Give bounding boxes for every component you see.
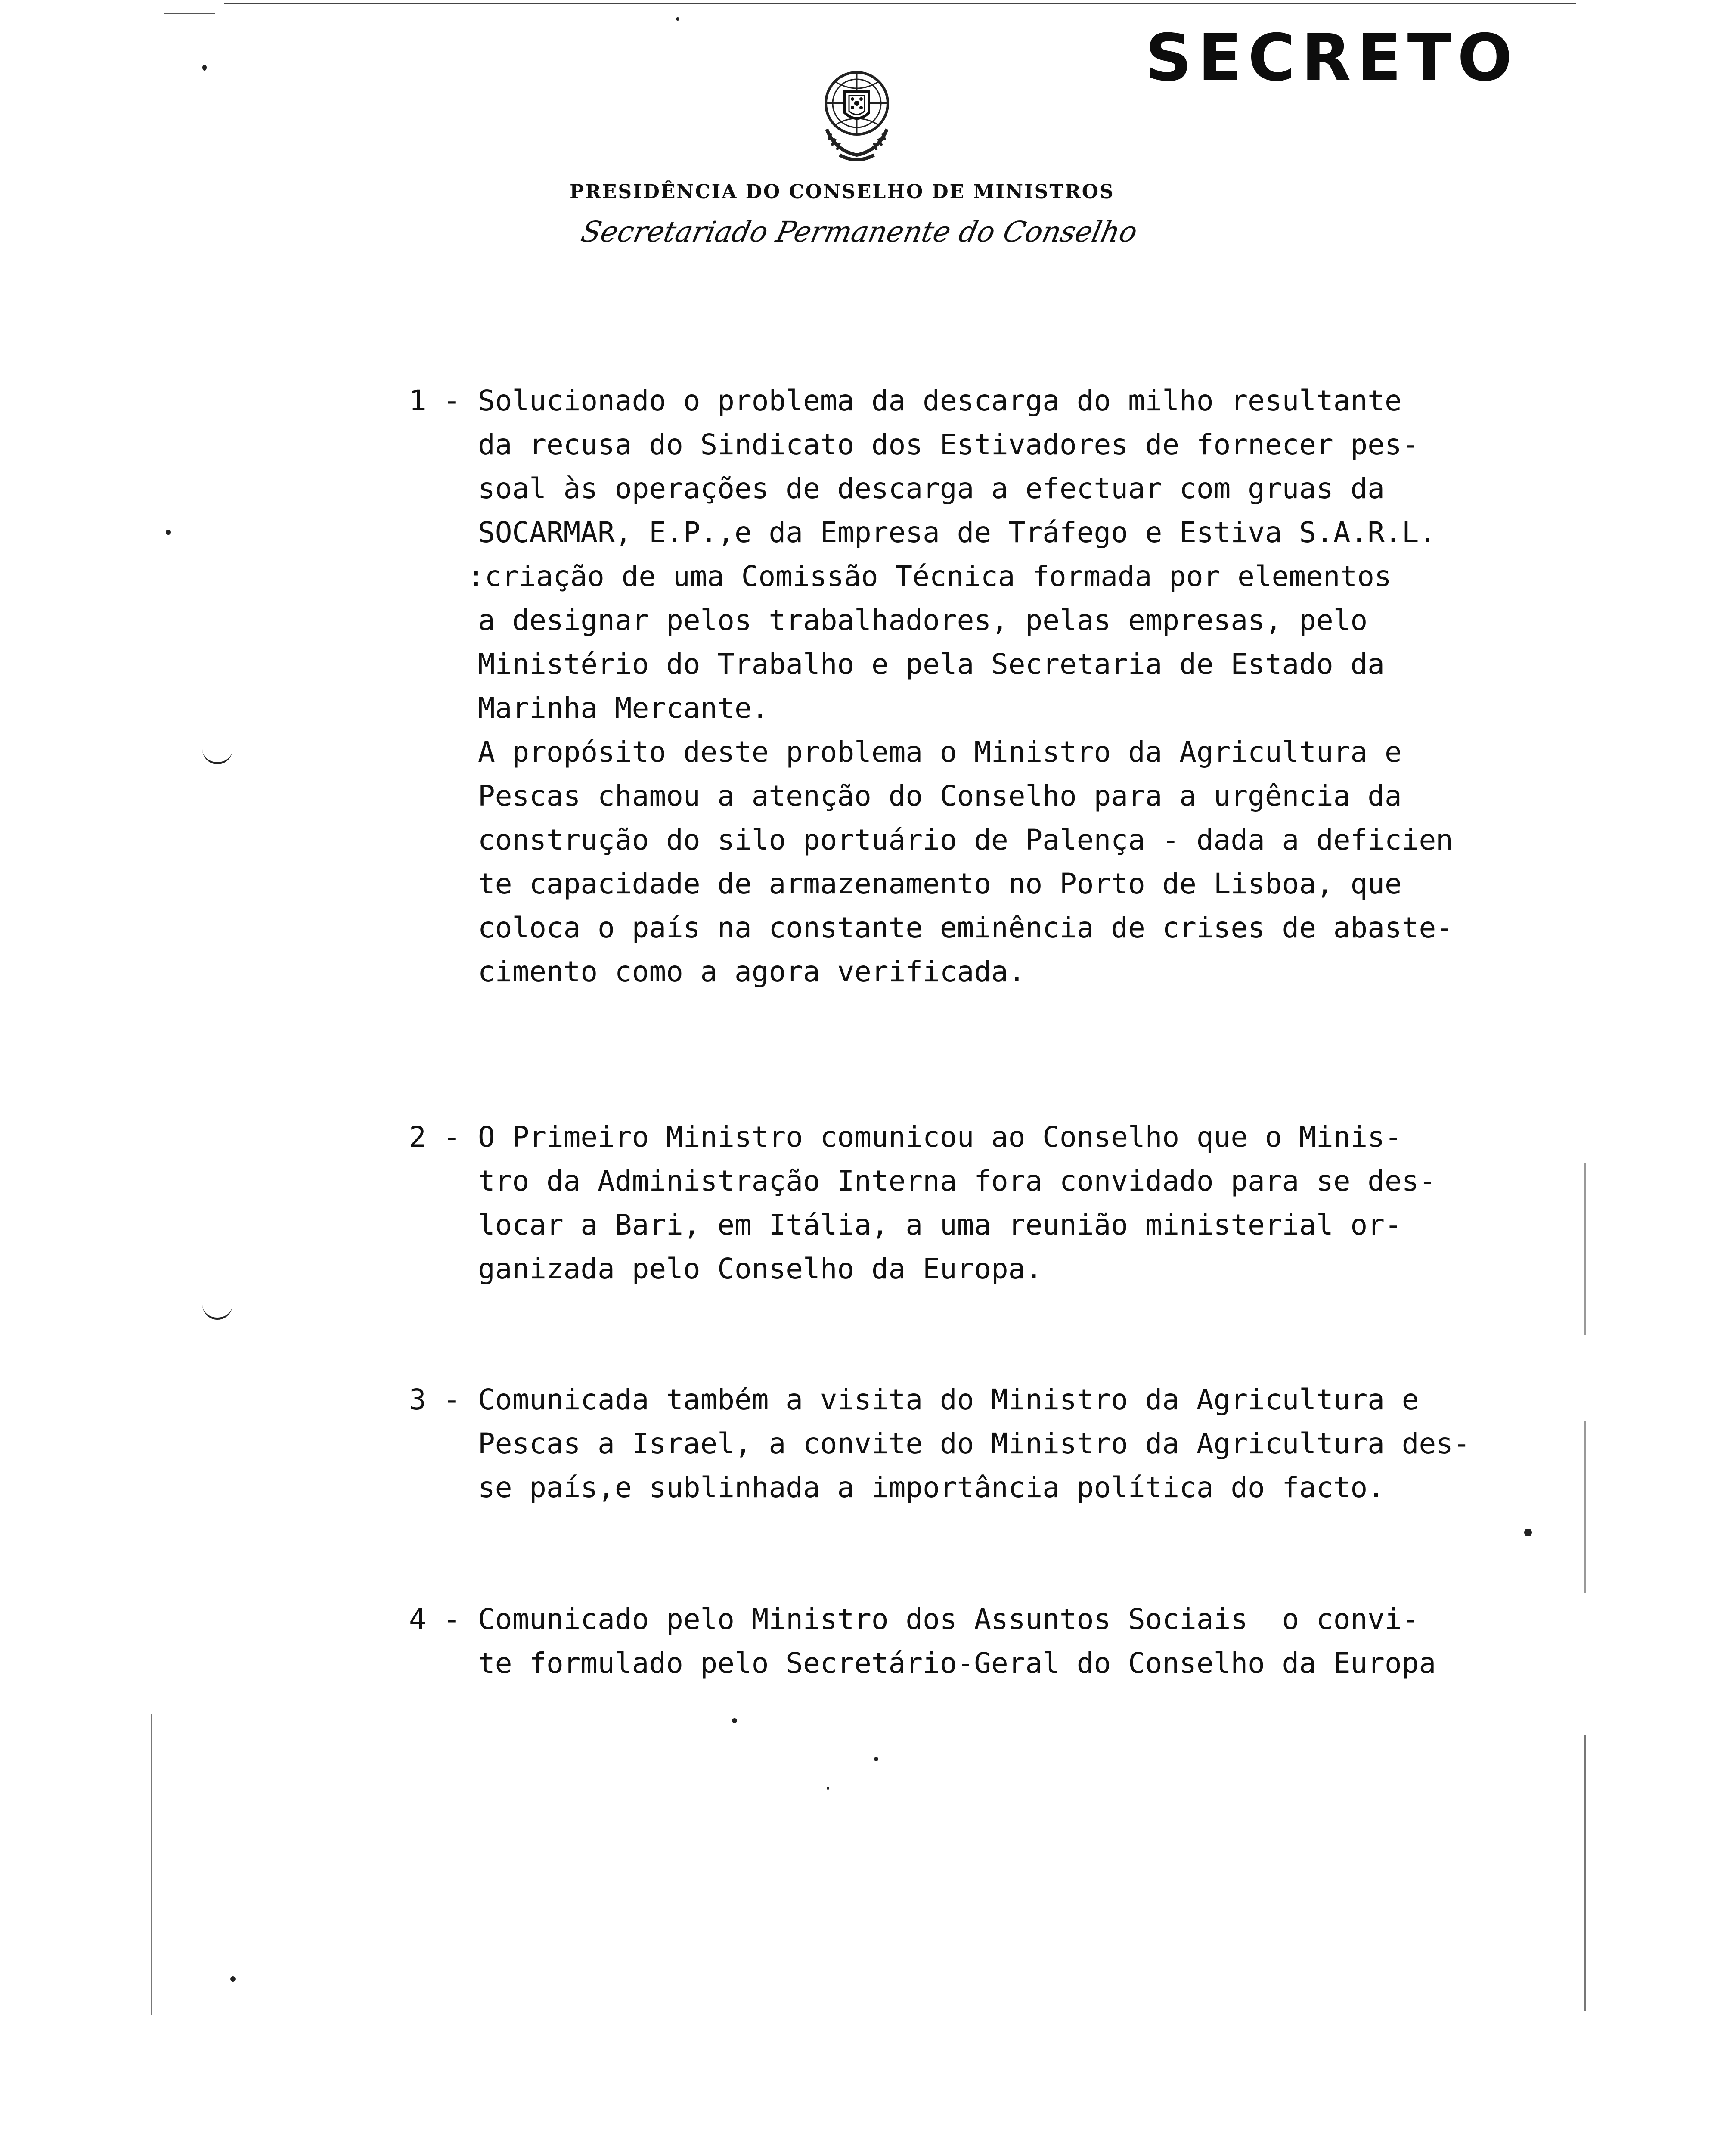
top-border-rule-left xyxy=(164,13,215,14)
item-number: 2 - xyxy=(409,1120,461,1154)
organization-name-text: PRESIDÊNCIA DO CONSELHO DE MINISTROS xyxy=(570,181,1115,203)
scan-edge-line xyxy=(151,1714,152,2015)
text-line: se país,e sublinhada a importância política do facto. xyxy=(478,1471,1385,1504)
text-line: O Primeiro Ministro comunicou ao Conselho que o Minis- xyxy=(478,1120,1402,1154)
organization-name xyxy=(0,181,1736,203)
text-line: Pescas a Israel, a convite do Ministro da Agricultura des- xyxy=(478,1427,1470,1460)
item-text xyxy=(468,379,1511,994)
text-line: a designar pelos trabalhadores, pelas empresas, pelo xyxy=(478,604,1368,637)
scan-speck xyxy=(827,1787,829,1790)
text-line: A propósito deste problema o Ministro da Agricultura e xyxy=(478,735,1402,769)
scan-speck xyxy=(1524,1529,1532,1536)
text-line: Comunicado pelo Ministro dos Assuntos Sociais o convi- xyxy=(478,1603,1419,1636)
text-line: Marinha Mercante. xyxy=(478,692,769,725)
scan-speck xyxy=(732,1718,737,1723)
text-line: Ministério do Trabalho e pela Secretaria de Estado da xyxy=(478,648,1385,681)
scan-edge-line xyxy=(1584,1163,1586,1335)
scan-edge-line xyxy=(1584,1735,1586,2011)
hole-punch-mark xyxy=(202,1305,232,1320)
text-line: tro da Administração Interna fora convidado para se des- xyxy=(478,1164,1436,1197)
item-text xyxy=(478,1598,1511,1685)
text-line: construção do silo portuário de Palença - dada a deficien xyxy=(478,823,1453,856)
item-number: 3 - xyxy=(409,1383,461,1416)
scan-speck xyxy=(676,17,679,21)
text-line: te capacidade de armazenamento no Porto de Lisboa, que xyxy=(478,867,1402,900)
item-number: 4 - xyxy=(409,1603,461,1636)
text-line: cimento como a agora verificada. xyxy=(478,955,1026,988)
scan-speck xyxy=(874,1757,878,1761)
text-line: Solucionado o problema da descarga do milho resultante xyxy=(478,384,1402,417)
text-line: soal às operações de descarga a efectuar com gruas da xyxy=(478,472,1385,505)
item-text xyxy=(478,1115,1511,1291)
text-line: SOCARMAR, E.P.,e da Empresa de Tráfego e Estiva S.A.R.L. xyxy=(478,516,1436,549)
text-line: ganizada pelo Conselho da Europa. xyxy=(478,1252,1043,1285)
classification-stamp: SECRETO xyxy=(1145,21,1519,96)
text-line: :criação de uma Comissão Técnica formada por elementos xyxy=(468,560,1392,593)
scan-edge-line xyxy=(1584,1421,1586,1593)
text-line: Pescas chamou a atenção do Conselho para a urgência da xyxy=(478,779,1402,813)
text-line: da recusa do Sindicato dos Estivadores de fornecer pes- xyxy=(478,428,1419,461)
top-border-rule xyxy=(224,3,1576,4)
coat-of-arms-icon xyxy=(809,65,904,168)
item-number: 1 - xyxy=(409,384,461,417)
text-line: te formulado pelo Secretário-Geral do Conselho da Europa xyxy=(478,1647,1436,1680)
text-line: locar a Bari, em Itália, a uma reunião ministerial or- xyxy=(478,1208,1402,1241)
scan-speck xyxy=(230,1976,236,1982)
scan-speck xyxy=(166,530,171,535)
scan-speck xyxy=(202,65,207,71)
department-name xyxy=(0,215,1736,248)
text-line: coloca o país na constante eminência de crises de abaste- xyxy=(478,911,1453,944)
item-text xyxy=(478,1378,1511,1510)
department-name-text: Secretariado Permanente do Conselho xyxy=(578,215,1141,248)
hole-punch-mark xyxy=(202,749,232,764)
text-line: Comunicada também a visita do Ministro da Agricultura e xyxy=(478,1383,1419,1416)
